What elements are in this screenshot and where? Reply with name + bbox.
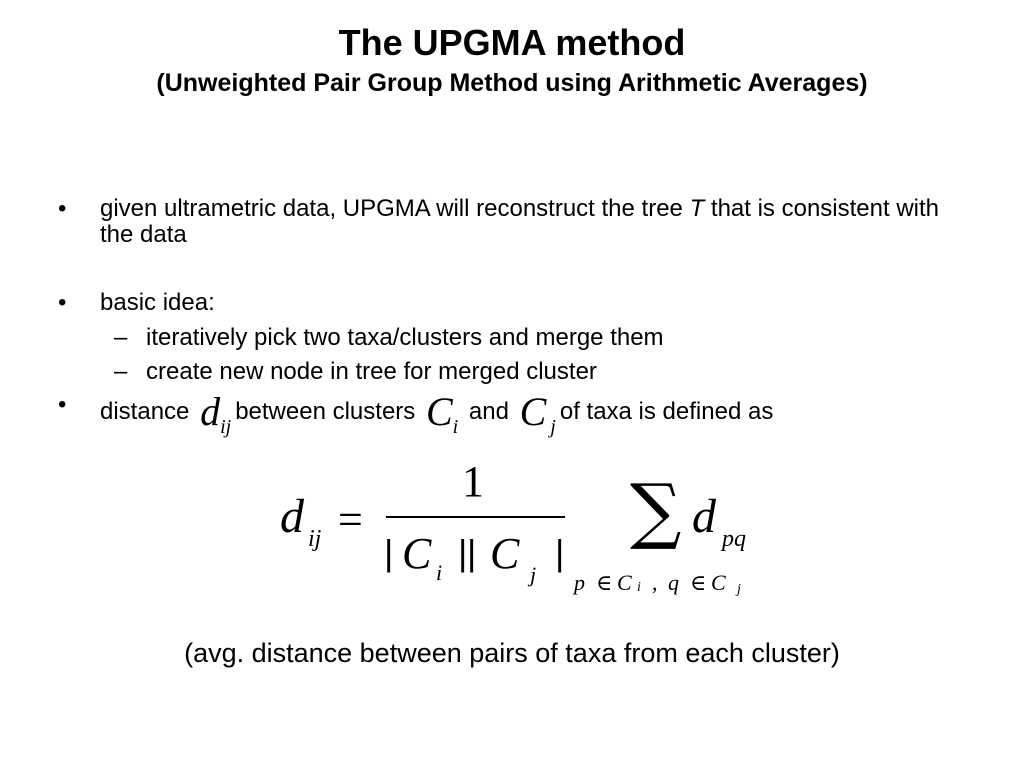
formula-subscript-i: i [436, 560, 443, 585]
bullet-text: basic idea: [100, 289, 215, 316]
bullet-dot-icon: • [58, 195, 67, 222]
dij-symbol: $d_{ij}$ [200, 389, 232, 438]
dash-icon: – [114, 358, 128, 385]
sub-item-text: create new node in tree for merged cluster [146, 358, 597, 385]
slide-subtitle: (Unweighted Pair Group Method using Arithmetic Averages) [156, 69, 868, 97]
abs-bar: | [467, 532, 477, 573]
formula-C-i: C [402, 529, 432, 578]
ci-symbol: $C_i$ [425, 389, 459, 438]
bullet-dot-icon: • [58, 391, 67, 418]
abs-bar: | [458, 532, 468, 573]
abs-bar-left: | [384, 532, 394, 573]
bullet-dot-icon: • [58, 289, 67, 316]
formula-C-j: C [490, 529, 520, 578]
formula-subscript-ij: ij [308, 526, 322, 552]
sum-index-C-i: C [617, 570, 632, 595]
cj-symbol: C $_j$ [519, 389, 556, 438]
element-of-icon: ∈ [596, 570, 613, 595]
sum-index-comma: , [652, 570, 658, 595]
formula-equals: = [338, 495, 363, 544]
formula-subscript-pq: pq [722, 526, 746, 552]
fraction-line [386, 516, 565, 518]
bullet-text: between clusters [235, 398, 416, 425]
formula-numerator: 1 [462, 457, 484, 506]
abs-bar-right: | [555, 532, 565, 573]
slide-title: The UPGMA method [338, 22, 686, 63]
dash-icon: – [114, 324, 128, 351]
bullet-text: of taxa is defined as [559, 398, 774, 425]
sum-index-q: q [668, 570, 679, 595]
formula-d: d [280, 490, 304, 543]
formula-d-pq: d [692, 490, 716, 543]
sum-index-subscript-j: j [737, 582, 741, 597]
element-of-icon: ∈ [690, 570, 707, 595]
formula-subscript-j: j [530, 562, 537, 587]
sum-index-C-j: C [711, 570, 726, 595]
bullet-text: distance [100, 398, 190, 425]
sub-item-text: iteratively pick two taxa/clusters and merge them [146, 324, 664, 351]
tree-symbol: T [689, 195, 705, 222]
sum-sign-icon: ∑ [630, 468, 682, 552]
formula-caption: (avg. distance between pairs of taxa from each cluster) [184, 638, 840, 668]
sum-index-p: p [574, 570, 585, 595]
bullet-text: given ultrametric data, UPGMA will reconstruct the tree [100, 195, 690, 222]
bullet-text: that is consistent with the data [100, 195, 940, 248]
bullet-text: and [468, 398, 509, 425]
sum-index-subscript-i: i [637, 580, 641, 595]
